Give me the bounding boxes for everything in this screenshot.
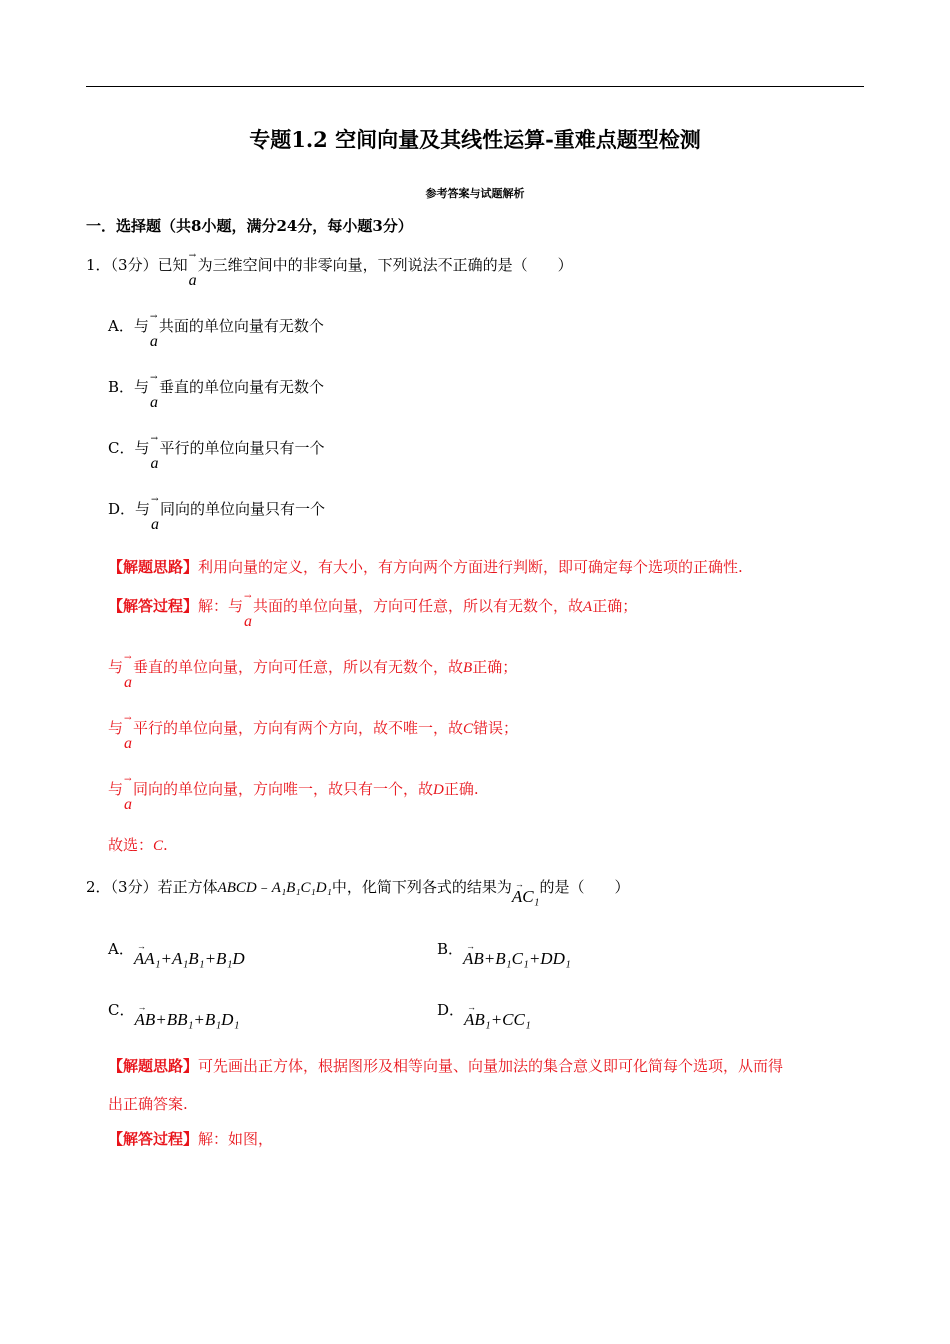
vector-a: → a: [188, 251, 197, 289]
vector-a: → a: [124, 775, 133, 813]
header-rule: [86, 86, 864, 87]
section-heading: 一．选择题（共8小题，满分24分，每小题3分）: [86, 217, 413, 235]
q1-process-line-1: 【解答过程】解：与 → a共面的单位向量，方向可任意，所以有无数个，故A正确；: [108, 592, 638, 630]
page-title: 专题1.2 空间向量及其线性运算-重难点题型检测: [249, 127, 701, 152]
q2-option-d: D． → AB₁+CC₁: [437, 1001, 531, 1029]
q2-option-b: B． → AB+B₁C₁+DD₁: [437, 940, 571, 968]
q1-process-line-2: 与 → a垂直的单位向量，方向可任意，所以有无数个，故B正确；: [108, 653, 518, 691]
q2-stem: 2．（3分）若正方体ABCD﹣A₁B₁C₁D₁中，化简下列各式的结果为 → AC₁的是（ ）: [86, 878, 630, 906]
q1-option-c: C．与 → a平行的单位向量只有一个: [108, 434, 325, 472]
target-vector-ac1: → AC₁: [511, 879, 540, 906]
q1-option-b: B．与 → a垂直的单位向量有无数个: [108, 373, 325, 411]
q1-process-line-3: 与 → a平行的单位向量，方向有两个方向，故不唯一，故C错误；: [108, 714, 519, 752]
vector-a: → a: [124, 653, 133, 691]
q1-answer: 故选：C.: [108, 836, 168, 854]
vector-a: → a: [150, 373, 159, 411]
q2-thinking-line-1: 【解题思路】可先画出正方体，根据图形及相等向量、向量加法的集合意义即可化简每个选项，从而得: [108, 1057, 784, 1075]
q1-option-d: D．与 → a同向的单位向量只有一个: [108, 495, 326, 533]
q2-option-a: A． → AA₁+A₁B₁+B₁D: [108, 940, 245, 968]
q1-prefix: 1．（3分）已知: [86, 256, 188, 274]
q1-stem: [86, 251, 573, 289]
q2-process: 【解答过程】解：如图，: [108, 1130, 274, 1148]
q2-option-c: C． → AB+BB₁+B₁D₁: [108, 1001, 240, 1029]
q1-suffix: 为三维空间中的非零向量，下列说法不正确的是（ ）: [197, 256, 573, 274]
q1-thinking: 【解题思路】利用向量的定义，有大小，有方向两个方面进行判断，即可确定每个选项的正确性.: [108, 558, 743, 576]
vector-a: → a: [149, 312, 158, 350]
vector-a: → a: [151, 495, 160, 533]
q1-option-a: A．与 → a共面的单位向量有无数个: [108, 312, 324, 350]
page-subtitle: 参考答案与试题解析: [425, 187, 525, 200]
vector-a: → a: [150, 434, 159, 472]
vector-a: → a: [244, 592, 253, 630]
q1-process-line-4: 与 → a同向的单位向量，方向唯一，故只有一个，故D正确.: [108, 775, 479, 813]
q2-thinking-line-2: 出正确答案.: [108, 1095, 188, 1113]
vector-a: → a: [124, 714, 133, 752]
